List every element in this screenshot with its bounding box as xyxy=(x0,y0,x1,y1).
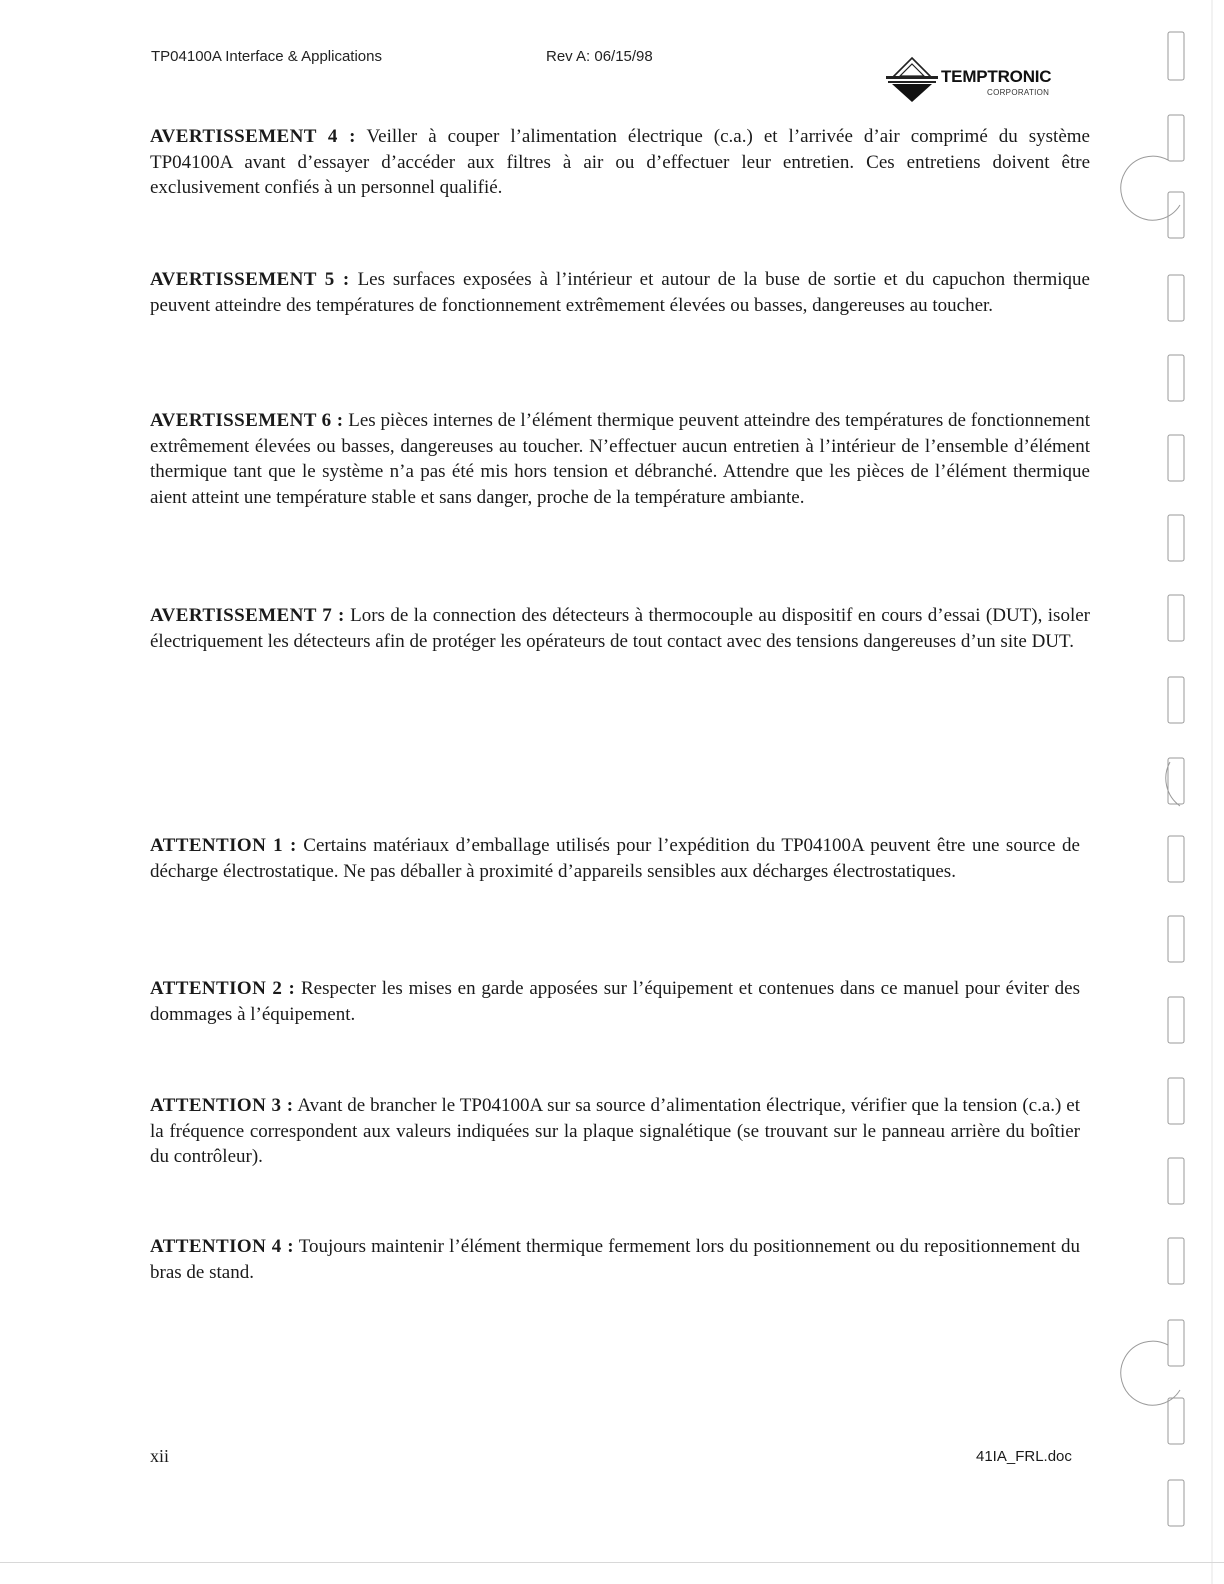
caution-2 xyxy=(150,976,1080,1027)
warning-5-text: Les surfaces exposées à l’intérieur et autour de la buse de sortie et du capuchon thermique peuvent atteindre des températures de fonctionnement extrêmement élevées ou basses, dangereuses au toucher. xyxy=(150,269,1090,316)
caution-1-label: ATTENTION 1 : xyxy=(150,835,297,856)
temptronic-logo-icon xyxy=(884,56,940,106)
footer-page-number: xii xyxy=(150,1446,170,1466)
scan-edge-line xyxy=(0,1562,1224,1563)
warning-4 xyxy=(150,124,1090,201)
caution-3-text: Avant de brancher le TP04100A sur sa source d’alimentation électrique, vérifier que la tension (c.a.) et la fréquence correspondent aux valeurs indiquées sur la plaque signalétique (se trouvant sur le panneau arrière du boîtier du contrôleur). xyxy=(150,1095,1080,1168)
footer-filename: 41IA_FRL.doc xyxy=(976,1448,1072,1465)
caution-1-text: Certains matériaux d’emballage utilisés pour l’expédition du TP04100A peuvent être une source de décharge électrostatique. Ne pas déballer à proximité d’appareils sensibles aux décharges électrostatiques. xyxy=(150,835,1080,882)
caution-4-label: ATTENTION 4 : xyxy=(150,1236,294,1257)
warning-5 xyxy=(150,267,1090,318)
caution-1 xyxy=(150,833,1080,884)
company-logo xyxy=(884,56,1074,106)
warning-6 xyxy=(150,408,1090,510)
warning-4-text: Veiller à couper l’alimentation électrique (c.a.) et l’arrivée d’air comprimé du système TP04100A avant d’essayer d’accéder aux filtres à air ou d’effectuer leur entretien. Ces entretiens doivent être exclusivement confiés à un personnel qualifié. xyxy=(150,126,1090,199)
caution-2-text: Respecter les mises en garde apposées sur l’équipement et contenues dans ce manuel pour éviter des dommages à l’équipement. xyxy=(150,978,1080,1025)
caution-4-text: Toujours maintenir l’élément thermique fermement lors du positionnement ou du repositionnement du bras de stand. xyxy=(150,1236,1080,1283)
warning-7-label: AVERTISSEMENT 7 : xyxy=(150,605,345,626)
caution-3 xyxy=(150,1093,1080,1170)
caution-3-label: ATTENTION 3 : xyxy=(150,1095,294,1116)
binder-holes-decoration xyxy=(1110,0,1224,1584)
warning-4-label: AVERTISSEMENT 4 : xyxy=(150,126,356,147)
warning-6-label: AVERTISSEMENT 6 : xyxy=(150,410,344,431)
warning-5-label: AVERTISSEMENT 5 : xyxy=(150,269,350,290)
logo-wordmark: TEMPTRONIC xyxy=(941,67,1052,86)
logo-subtitle: CORPORATION xyxy=(987,88,1050,97)
header-title: TP04100A Interface & Applications xyxy=(151,48,382,65)
header-revision: Rev A: 06/15/98 xyxy=(546,48,653,65)
caution-4 xyxy=(150,1234,1080,1285)
warning-7-text: Lors de la connection des détecteurs à thermocouple au dispositif en cours d’essai (DUT), isoler électriquement les détecteurs afin de protéger les opérateurs de tout contact avec des tensions dangereuses d’un site DUT. xyxy=(150,605,1090,652)
caution-2-label: ATTENTION 2 : xyxy=(150,978,296,999)
warning-6-text: Les pièces internes de l’élément thermique peuvent atteindre des températures de fonctionnement extrêmement élevées ou basses, dangereuses au toucher. N’effectuer aucun entretien à l’intérieur de l’ensemble d’élément thermique tant que le système n’a pas été mis hors tension et débranché. Attendre que les pièces de l’élément thermique aient atteint une température stable et sans danger, proche de la température ambiante. xyxy=(150,410,1090,508)
warning-7 xyxy=(150,603,1090,654)
